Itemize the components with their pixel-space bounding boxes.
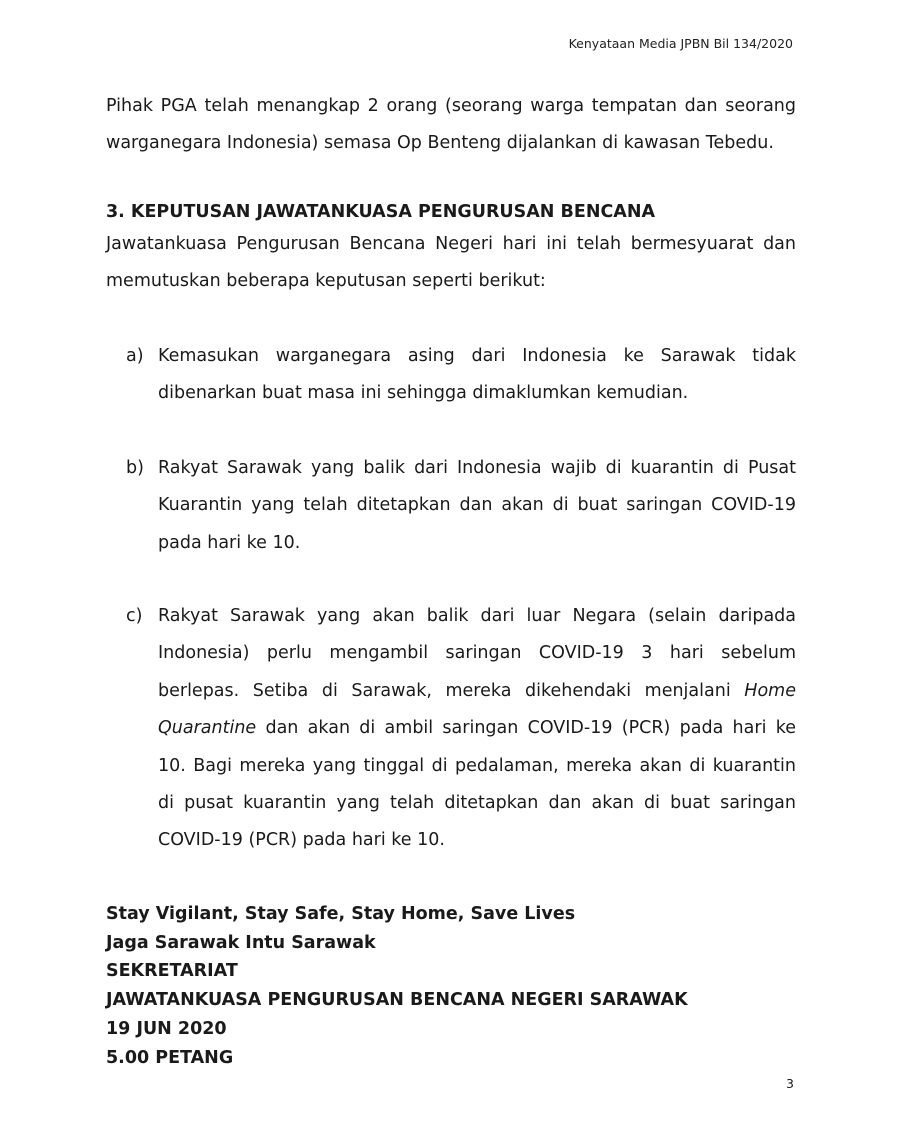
list-item-line — [158, 710, 796, 747]
page-number: 3 — [786, 1076, 794, 1091]
italic-term-home: Home — [744, 680, 796, 701]
section-line: memutuskan beberapa keputusan seperti berikut: — [106, 271, 546, 291]
slogan-line: Stay Vigilant, Stay Safe, Stay Home, Save Lives — [106, 904, 576, 924]
list-item-line: dibenarkan buat masa ini sehingga dimaklumkan kemudian. — [158, 383, 689, 404]
list-item-line: Rakyat Sarawak yang akan balik dari luar Negara (selain daripada — [158, 606, 796, 626]
list-item-a — [126, 338, 796, 413]
time-line: 5.00 PETANG — [106, 1047, 234, 1068]
list-item-line: pada hari ke 10. — [158, 532, 301, 553]
list-marker: a) — [126, 346, 144, 366]
intro-paragraph — [106, 88, 796, 162]
section-line: Jawatankuasa Pengurusan Bencana Negeri hari ini telah bermesyuarat dan — [106, 234, 796, 254]
intro-line: Pihak PGA telah menangkap 2 orang (seorang warga tempatan dan seorang — [106, 96, 796, 116]
list-item-b — [126, 450, 796, 562]
list-item-text: berlepas. Setiba di Sarawak, mereka dikehendaki menjalani — [158, 680, 731, 701]
list-item-line: Indonesia) perlu mengambil saringan COVID-19 3 hari sebelum — [158, 643, 796, 664]
secretariat-label: SEKRETARIAT — [106, 961, 238, 982]
date-line: 19 JUN 2020 — [106, 1018, 227, 1039]
closing-block — [106, 900, 688, 1072]
list-item-line: di pusat kuarantin yang telah ditetapkan dan akan di buat saringan — [158, 793, 796, 814]
section-paragraph — [106, 226, 796, 300]
list-item-line: Kuarantin yang telah ditetapkan dan akan di buat saringan COVID-19 — [158, 495, 796, 516]
document-reference: Kenyataan Media JPBN Bil 134/2020 — [568, 36, 793, 51]
list-marker: c) — [126, 606, 143, 626]
section-heading: 3. KEPUTUSAN JAWATANKUASA PENGURUSAN BENCANA — [106, 202, 656, 222]
slogan-line: Jaga Sarawak Intu Sarawak — [106, 932, 376, 953]
list-item-line: Kemasukan warganegara asing dari Indonesia ke Sarawak tidak — [158, 346, 796, 366]
list-item-text: dan akan di ambil saringan COVID-19 (PCR) pada hari ke — [265, 718, 796, 739]
list-item-line — [158, 673, 796, 710]
committee-name: JAWATANKUASA PENGURUSAN BENCANA NEGERI SARAWAK — [106, 990, 688, 1011]
italic-term-quarantine: Quarantine — [158, 718, 257, 739]
list-item-line: Rakyat Sarawak yang balik dari Indonesia wajib di kuarantin di Pusat — [158, 458, 796, 478]
list-item-line: 10. Bagi mereka yang tinggal di pedalaman, mereka akan di kuarantin — [158, 755, 796, 776]
list-item-c — [126, 598, 796, 860]
intro-line: warganegara Indonesia) semasa Op Benteng dijalankan di kawasan Tebedu. — [106, 133, 774, 153]
list-item-line: COVID-19 (PCR) pada hari ke 10. — [158, 830, 445, 851]
list-marker: b) — [126, 458, 144, 478]
